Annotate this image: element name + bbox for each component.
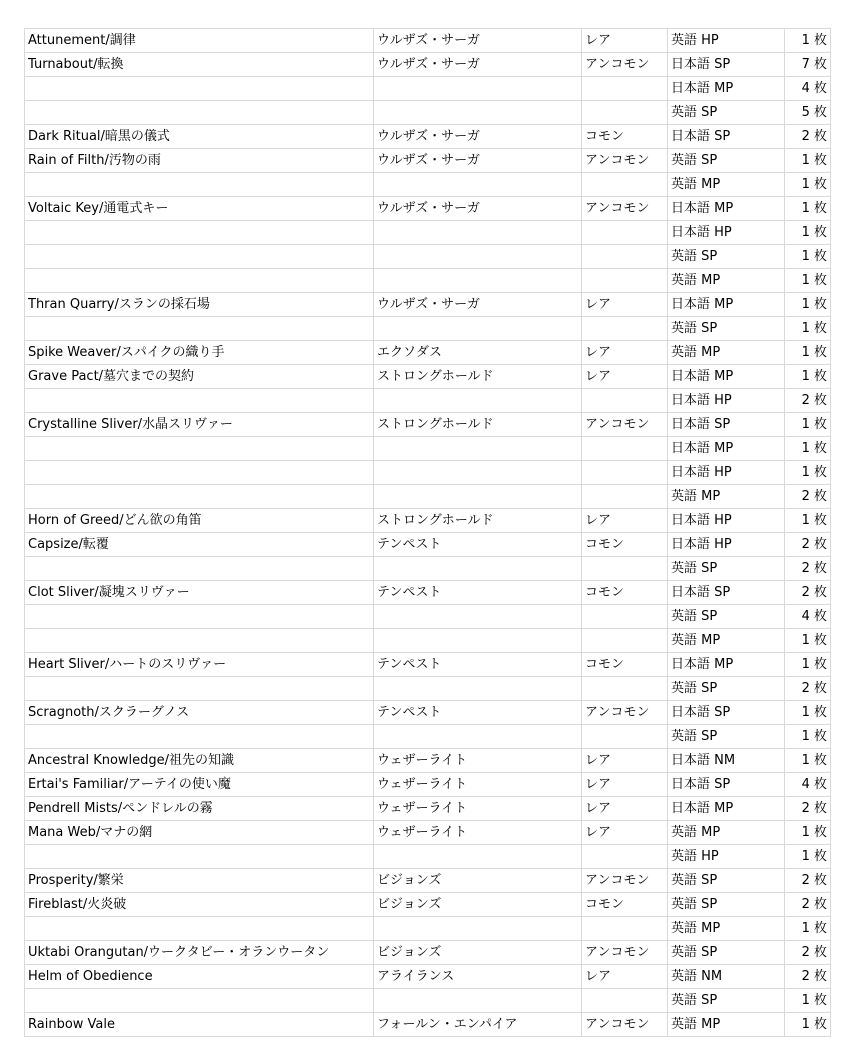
quantity-cell[interactable]: 1 枚 [785, 437, 831, 461]
quantity-cell[interactable]: 2 枚 [785, 389, 831, 413]
card-name-cell[interactable]: Dark Ritual/暗黒の儀式 [25, 125, 374, 149]
language-condition-cell[interactable]: 英語 SP [668, 245, 785, 269]
rarity-cell[interactable]: アンコモン [582, 941, 668, 965]
set-cell[interactable]: テンペスト [374, 653, 582, 677]
language-condition-cell[interactable]: 日本語 NM [668, 749, 785, 773]
rarity-cell[interactable]: レア [582, 341, 668, 365]
table-row [25, 461, 831, 485]
quantity-cell[interactable]: 7 枚 [785, 53, 831, 77]
quantity-cell[interactable]: 1 枚 [785, 461, 831, 485]
language-condition-cell[interactable]: 英語 MP [668, 341, 785, 365]
quantity-cell[interactable]: 4 枚 [785, 605, 831, 629]
set-cell[interactable]: フォールン・エンパイア [374, 1013, 582, 1037]
rarity-cell[interactable]: アンコモン [582, 149, 668, 173]
set-cell[interactable]: ビジョンズ [374, 869, 582, 893]
card-name-cell[interactable]: Capsize/転覆 [25, 533, 374, 557]
table-row [25, 1013, 831, 1037]
table-row [25, 869, 831, 893]
table-row [25, 701, 831, 725]
card-name-cell[interactable] [25, 173, 374, 197]
rarity-cell[interactable] [582, 845, 668, 869]
language-condition-cell[interactable]: 英語 SP [668, 989, 785, 1013]
quantity-cell[interactable]: 2 枚 [785, 557, 831, 581]
language-condition-cell[interactable]: 英語 SP [668, 677, 785, 701]
quantity-cell[interactable]: 1 枚 [785, 725, 831, 749]
rarity-cell[interactable]: レア [582, 773, 668, 797]
table-row [25, 749, 831, 773]
rarity-cell[interactable]: コモン [582, 125, 668, 149]
rarity-cell[interactable]: アンコモン [582, 413, 668, 437]
set-cell[interactable] [374, 917, 582, 941]
card-name-cell[interactable]: Ancestral Knowledge/祖先の知識 [25, 749, 374, 773]
quantity-cell[interactable]: 2 枚 [785, 941, 831, 965]
rarity-cell[interactable] [582, 317, 668, 341]
set-cell[interactable]: ウェザーライト [374, 749, 582, 773]
language-condition-cell[interactable]: 日本語 MP [668, 77, 785, 101]
rarity-cell[interactable] [582, 677, 668, 701]
table-row [25, 389, 831, 413]
card-name-cell[interactable]: Spike Weaver/スパイクの織り手 [25, 341, 374, 365]
language-condition-cell[interactable]: 英語 SP [668, 605, 785, 629]
table-row [25, 485, 831, 509]
language-condition-cell[interactable]: 英語 SP [668, 725, 785, 749]
language-condition-cell[interactable]: 英語 MP [668, 629, 785, 653]
inventory-sheet [24, 28, 831, 1037]
language-condition-cell[interactable]: 日本語 SP [668, 773, 785, 797]
quantity-cell[interactable]: 2 枚 [785, 869, 831, 893]
quantity-cell[interactable]: 2 枚 [785, 965, 831, 989]
quantity-cell[interactable]: 1 枚 [785, 821, 831, 845]
language-condition-cell[interactable]: 英語 SP [668, 557, 785, 581]
quantity-cell[interactable]: 1 枚 [785, 629, 831, 653]
set-cell[interactable]: ウルザズ・サーガ [374, 125, 582, 149]
language-condition-cell[interactable]: 英語 SP [668, 941, 785, 965]
card-name-cell[interactable] [25, 437, 374, 461]
card-name-cell[interactable] [25, 557, 374, 581]
language-condition-cell[interactable]: 英語 NM [668, 965, 785, 989]
language-condition-cell[interactable]: 日本語 MP [668, 365, 785, 389]
card-name-cell[interactable] [25, 845, 374, 869]
set-cell[interactable]: ウルザズ・サーガ [374, 197, 582, 221]
rarity-cell[interactable] [582, 77, 668, 101]
set-cell[interactable]: ウェザーライト [374, 797, 582, 821]
quantity-cell[interactable]: 1 枚 [785, 317, 831, 341]
card-name-cell[interactable] [25, 629, 374, 653]
set-cell[interactable] [374, 485, 582, 509]
table-row [25, 725, 831, 749]
quantity-cell[interactable]: 1 枚 [785, 221, 831, 245]
rarity-cell[interactable] [582, 221, 668, 245]
table-row [25, 149, 831, 173]
table-row [25, 125, 831, 149]
card-name-cell[interactable] [25, 77, 374, 101]
rarity-cell[interactable] [582, 437, 668, 461]
language-condition-cell[interactable]: 日本語 SP [668, 581, 785, 605]
quantity-cell[interactable]: 1 枚 [785, 293, 831, 317]
rarity-cell[interactable]: コモン [582, 893, 668, 917]
quantity-cell[interactable]: 2 枚 [785, 893, 831, 917]
rarity-cell[interactable]: アンコモン [582, 53, 668, 77]
quantity-cell[interactable]: 1 枚 [785, 197, 831, 221]
rarity-cell[interactable] [582, 269, 668, 293]
language-condition-cell[interactable]: 日本語 HP [668, 533, 785, 557]
language-condition-cell[interactable]: 日本語 HP [668, 461, 785, 485]
card-name-cell[interactable] [25, 101, 374, 125]
rarity-cell[interactable] [582, 101, 668, 125]
card-name-cell[interactable]: Horn of Greed/どん欲の角笛 [25, 509, 374, 533]
card-name-cell[interactable]: Scragnoth/スクラーグノス [25, 701, 374, 725]
card-name-cell[interactable] [25, 485, 374, 509]
quantity-cell[interactable]: 2 枚 [785, 581, 831, 605]
rarity-cell[interactable]: コモン [582, 533, 668, 557]
card-name-cell[interactable] [25, 245, 374, 269]
card-name-cell[interactable]: Ertai's Familiar/アーテイの使い魔 [25, 773, 374, 797]
set-cell[interactable]: ストロングホールド [374, 365, 582, 389]
rarity-cell[interactable]: コモン [582, 653, 668, 677]
language-condition-cell[interactable]: 日本語 HP [668, 509, 785, 533]
quantity-cell[interactable]: 1 枚 [785, 413, 831, 437]
rarity-cell[interactable] [582, 725, 668, 749]
quantity-cell[interactable]: 1 枚 [785, 509, 831, 533]
card-name-cell[interactable] [25, 677, 374, 701]
quantity-cell[interactable]: 5 枚 [785, 101, 831, 125]
language-condition-cell[interactable]: 日本語 SP [668, 413, 785, 437]
table-row [25, 557, 831, 581]
table-row [25, 101, 831, 125]
language-condition-cell[interactable]: 日本語 HP [668, 221, 785, 245]
rarity-cell[interactable] [582, 557, 668, 581]
quantity-cell[interactable]: 4 枚 [785, 773, 831, 797]
table-row [25, 197, 831, 221]
table-row [25, 29, 831, 53]
table-row [25, 53, 831, 77]
quantity-cell[interactable]: 1 枚 [785, 845, 831, 869]
table-row [25, 245, 831, 269]
quantity-cell[interactable]: 2 枚 [785, 677, 831, 701]
card-name-cell[interactable]: Uktabi Orangutan/ウークタビー・オランウータン [25, 941, 374, 965]
rarity-cell[interactable]: レア [582, 749, 668, 773]
set-cell[interactable]: ビジョンズ [374, 893, 582, 917]
set-cell[interactable] [374, 677, 582, 701]
set-cell[interactable]: ウェザーライト [374, 821, 582, 845]
quantity-cell[interactable]: 1 枚 [785, 365, 831, 389]
card-name-cell[interactable]: Turnabout/転換 [25, 53, 374, 77]
card-name-cell[interactable]: Clot Sliver/凝塊スリヴァー [25, 581, 374, 605]
table-row [25, 917, 831, 941]
set-cell[interactable]: テンペスト [374, 581, 582, 605]
set-cell[interactable]: ストロングホールド [374, 413, 582, 437]
rarity-cell[interactable]: レア [582, 365, 668, 389]
set-cell[interactable]: ストロングホールド [374, 509, 582, 533]
language-condition-cell[interactable]: 英語 SP [668, 893, 785, 917]
card-name-cell[interactable] [25, 389, 374, 413]
table-row [25, 293, 831, 317]
table-row [25, 773, 831, 797]
table-row [25, 533, 831, 557]
set-cell[interactable] [374, 269, 582, 293]
table-row [25, 581, 831, 605]
quantity-cell[interactable]: 1 枚 [785, 653, 831, 677]
card-name-cell[interactable]: Rain of Filth/汚物の雨 [25, 149, 374, 173]
language-condition-cell[interactable]: 英語 SP [668, 101, 785, 125]
set-cell[interactable]: ウルザズ・サーガ [374, 29, 582, 53]
quantity-cell[interactable]: 2 枚 [785, 485, 831, 509]
card-name-cell[interactable]: Crystalline Sliver/水晶スリヴァー [25, 413, 374, 437]
rarity-cell[interactable] [582, 605, 668, 629]
language-condition-cell[interactable]: 英語 MP [668, 269, 785, 293]
language-condition-cell[interactable]: 英語 SP [668, 317, 785, 341]
language-condition-cell[interactable]: 英語 MP [668, 917, 785, 941]
set-cell[interactable] [374, 557, 582, 581]
table-row [25, 893, 831, 917]
quantity-cell[interactable]: 1 枚 [785, 173, 831, 197]
set-cell[interactable] [374, 221, 582, 245]
language-condition-cell[interactable]: 日本語 MP [668, 197, 785, 221]
table-row [25, 269, 831, 293]
language-condition-cell[interactable]: 英語 MP [668, 485, 785, 509]
card-inventory-table [24, 28, 831, 1037]
set-cell[interactable] [374, 317, 582, 341]
table-row [25, 941, 831, 965]
table-row [25, 677, 831, 701]
rarity-cell[interactable] [582, 989, 668, 1013]
set-cell[interactable] [374, 605, 582, 629]
set-cell[interactable] [374, 725, 582, 749]
quantity-cell[interactable]: 1 枚 [785, 701, 831, 725]
table-row [25, 605, 831, 629]
quantity-cell[interactable]: 4 枚 [785, 77, 831, 101]
table-row [25, 845, 831, 869]
rarity-cell[interactable] [582, 917, 668, 941]
set-cell[interactable] [374, 629, 582, 653]
quantity-cell[interactable]: 1 枚 [785, 917, 831, 941]
rarity-cell[interactable]: アンコモン [582, 1013, 668, 1037]
table-row [25, 173, 831, 197]
table-row [25, 221, 831, 245]
table-row [25, 653, 831, 677]
rarity-cell[interactable] [582, 461, 668, 485]
card-name-cell[interactable]: Rainbow Vale [25, 1013, 374, 1037]
rarity-cell[interactable] [582, 629, 668, 653]
rarity-cell[interactable] [582, 485, 668, 509]
set-cell[interactable]: テンペスト [374, 533, 582, 557]
card-name-cell[interactable] [25, 917, 374, 941]
language-condition-cell[interactable]: 日本語 MP [668, 653, 785, 677]
set-cell[interactable] [374, 461, 582, 485]
quantity-cell[interactable]: 1 枚 [785, 29, 831, 53]
card-name-cell[interactable] [25, 989, 374, 1013]
language-condition-cell[interactable]: 英語 HP [668, 845, 785, 869]
table-row [25, 77, 831, 101]
table-row [25, 629, 831, 653]
set-cell[interactable]: エクソダス [374, 341, 582, 365]
set-cell[interactable]: テンペスト [374, 701, 582, 725]
card-name-cell[interactable] [25, 317, 374, 341]
language-condition-cell[interactable]: 日本語 MP [668, 437, 785, 461]
rarity-cell[interactable]: アンコモン [582, 701, 668, 725]
quantity-cell[interactable]: 1 枚 [785, 1013, 831, 1037]
card-name-cell[interactable]: Pendrell Mists/ペンドレルの霧 [25, 797, 374, 821]
table-row [25, 965, 831, 989]
language-condition-cell[interactable]: 英語 MP [668, 173, 785, 197]
card-name-cell[interactable]: Voltaic Key/通電式キー [25, 197, 374, 221]
table-row [25, 509, 831, 533]
table-row [25, 797, 831, 821]
set-cell[interactable] [374, 389, 582, 413]
quantity-cell[interactable]: 2 枚 [785, 125, 831, 149]
table-row [25, 437, 831, 461]
card-name-cell[interactable] [25, 605, 374, 629]
set-cell[interactable]: ウェザーライト [374, 773, 582, 797]
rarity-cell[interactable]: レア [582, 821, 668, 845]
set-cell[interactable] [374, 437, 582, 461]
set-cell[interactable]: ビジョンズ [374, 941, 582, 965]
rarity-cell[interactable] [582, 389, 668, 413]
language-condition-cell[interactable]: 日本語 SP [668, 53, 785, 77]
set-cell[interactable] [374, 845, 582, 869]
quantity-cell[interactable]: 1 枚 [785, 149, 831, 173]
set-cell[interactable] [374, 77, 582, 101]
quantity-cell[interactable]: 2 枚 [785, 797, 831, 821]
rarity-cell[interactable]: コモン [582, 581, 668, 605]
language-condition-cell[interactable]: 英語 MP [668, 821, 785, 845]
language-condition-cell[interactable]: 日本語 HP [668, 389, 785, 413]
table-row [25, 413, 831, 437]
rarity-cell[interactable]: アンコモン [582, 197, 668, 221]
quantity-cell[interactable]: 1 枚 [785, 245, 831, 269]
language-condition-cell[interactable]: 日本語 MP [668, 797, 785, 821]
language-condition-cell[interactable]: 英語 SP [668, 869, 785, 893]
card-name-cell[interactable]: Prosperity/繁栄 [25, 869, 374, 893]
language-condition-cell[interactable]: 日本語 MP [668, 293, 785, 317]
table-body [25, 29, 831, 1037]
quantity-cell[interactable]: 1 枚 [785, 749, 831, 773]
card-name-cell[interactable] [25, 461, 374, 485]
rarity-cell[interactable]: レア [582, 29, 668, 53]
card-name-cell[interactable]: Mana Web/マナの網 [25, 821, 374, 845]
card-name-cell[interactable]: Fireblast/火炎破 [25, 893, 374, 917]
language-condition-cell[interactable]: 英語 MP [668, 1013, 785, 1037]
rarity-cell[interactable] [582, 245, 668, 269]
quantity-cell[interactable]: 1 枚 [785, 341, 831, 365]
table-row [25, 365, 831, 389]
language-condition-cell[interactable]: 英語 HP [668, 29, 785, 53]
table-row [25, 341, 831, 365]
card-name-cell[interactable] [25, 221, 374, 245]
language-condition-cell[interactable]: 英語 SP [668, 149, 785, 173]
rarity-cell[interactable]: レア [582, 797, 668, 821]
rarity-cell[interactable]: アンコモン [582, 869, 668, 893]
set-cell[interactable] [374, 989, 582, 1013]
set-cell[interactable] [374, 101, 582, 125]
card-name-cell[interactable]: Attunement/調律 [25, 29, 374, 53]
card-name-cell[interactable] [25, 269, 374, 293]
card-name-cell[interactable]: Helm of Obedience [25, 965, 374, 989]
set-cell[interactable] [374, 173, 582, 197]
set-cell[interactable]: ウルザズ・サーガ [374, 149, 582, 173]
table-row [25, 989, 831, 1013]
card-name-cell[interactable] [25, 725, 374, 749]
quantity-cell[interactable]: 1 枚 [785, 989, 831, 1013]
set-cell[interactable] [374, 245, 582, 269]
card-name-cell[interactable]: Thran Quarry/スランの採石場 [25, 293, 374, 317]
table-row [25, 821, 831, 845]
quantity-cell[interactable]: 1 枚 [785, 269, 831, 293]
rarity-cell[interactable]: レア [582, 965, 668, 989]
rarity-cell[interactable]: レア [582, 293, 668, 317]
quantity-cell[interactable]: 2 枚 [785, 533, 831, 557]
card-name-cell[interactable]: Grave Pact/墓穴までの契約 [25, 365, 374, 389]
rarity-cell[interactable] [582, 173, 668, 197]
set-cell[interactable]: アライランス [374, 965, 582, 989]
table-row [25, 317, 831, 341]
set-cell[interactable]: ウルザズ・サーガ [374, 53, 582, 77]
card-name-cell[interactable]: Heart Sliver/ハートのスリヴァー [25, 653, 374, 677]
rarity-cell[interactable]: レア [582, 509, 668, 533]
language-condition-cell[interactable]: 日本語 SP [668, 125, 785, 149]
language-condition-cell[interactable]: 日本語 SP [668, 701, 785, 725]
set-cell[interactable]: ウルザズ・サーガ [374, 293, 582, 317]
